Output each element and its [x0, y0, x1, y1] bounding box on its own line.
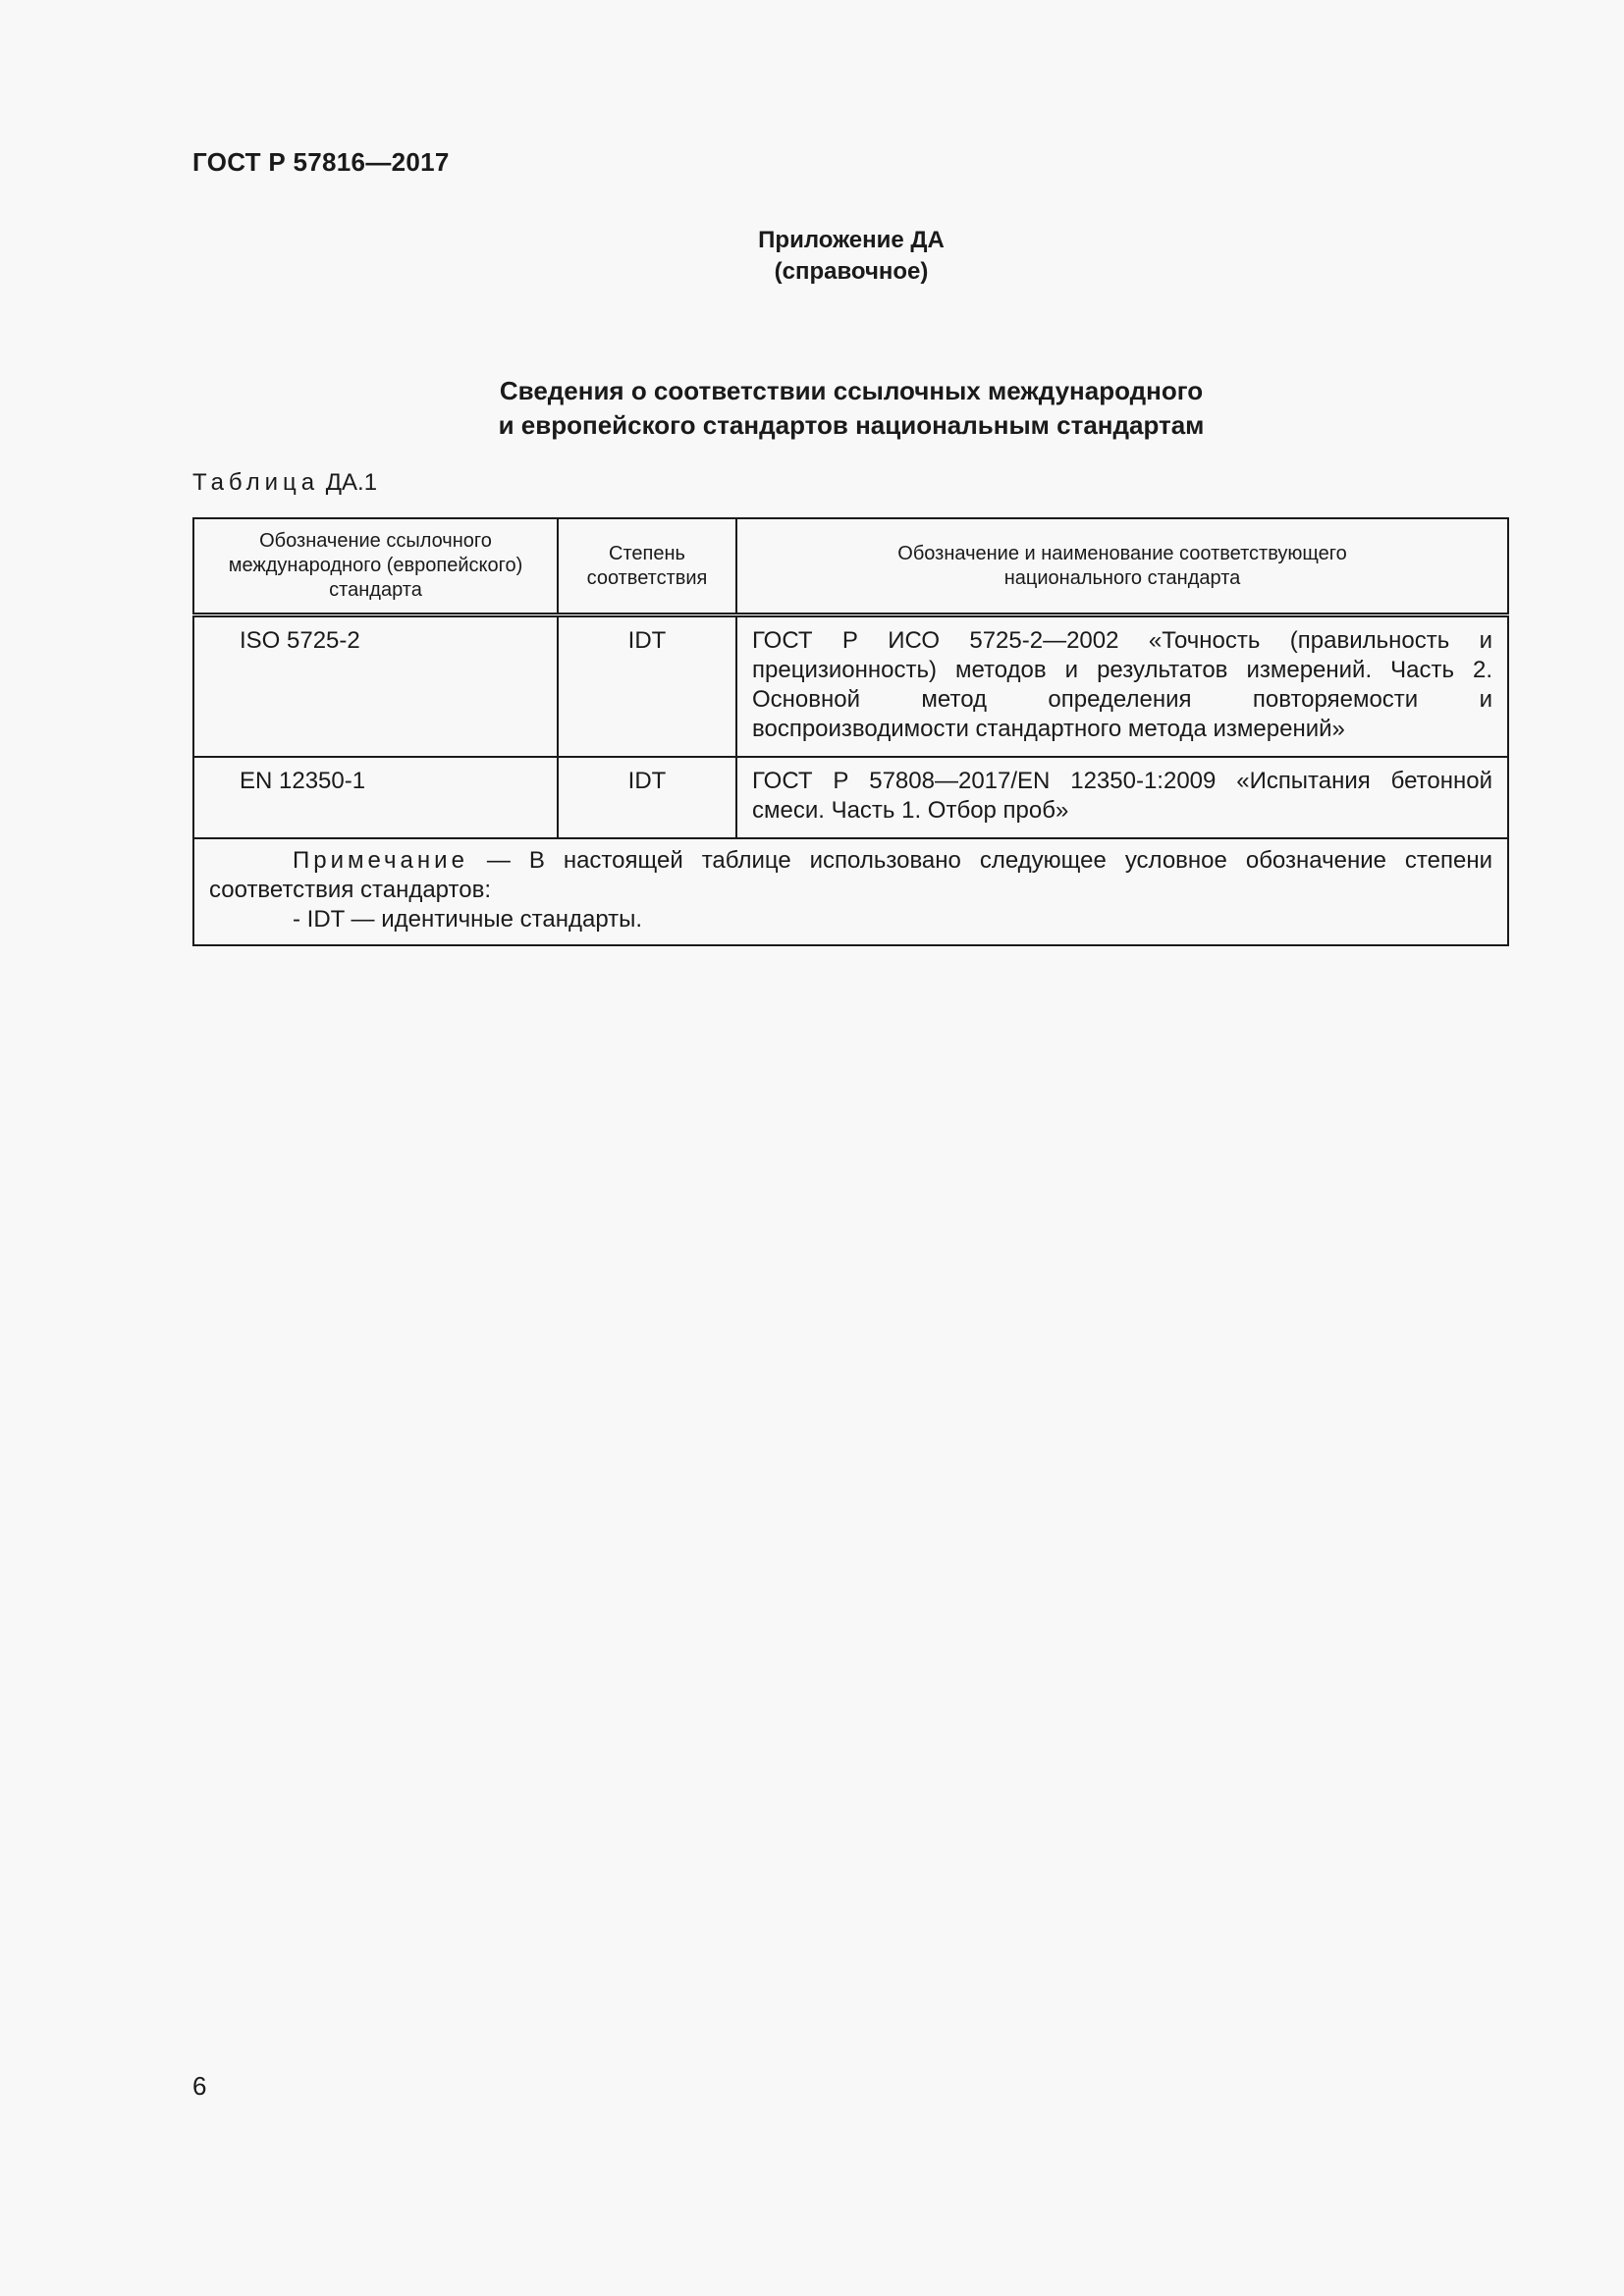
header-col2-line-1: Степень: [609, 542, 685, 564]
header-col3-line-1: Обозначение и наименование соответствующего: [897, 542, 1347, 564]
header-reference-standard: [193, 518, 558, 615]
section-title-line-1: Сведения о соответствии ссылочных международного: [499, 376, 1204, 405]
reference-code-cell: ISO 5725-2: [193, 615, 558, 758]
appendix-type: (справочное): [774, 258, 929, 285]
national-standard-cell: ГОСТ Р ИСО 5725-2—2002 «Точность (правильность и прецизионность) методов и результатов измерений. Часть 2. Основной метод определения повторяемости и воспроизводимости стандартного метода измерений»: [736, 615, 1508, 758]
document-standard-id: ГОСТ Р 57816—2017: [192, 147, 450, 177]
note-text: [209, 846, 1492, 905]
appendix-title: Приложение ДА: [758, 227, 945, 253]
header-degree: [558, 518, 736, 615]
table-note-cell: [193, 838, 1508, 945]
header-col1-line-3: стандарта: [329, 579, 422, 601]
header-national-standard: [736, 518, 1508, 615]
reference-code-cell: EN 12350-1: [193, 757, 558, 838]
correspondence-table: [192, 517, 1509, 946]
page-number: 6: [192, 2071, 207, 2101]
table-caption: [192, 469, 377, 497]
note-label: Примечание: [293, 847, 468, 874]
header-col3-line-2: национального стандарта: [1003, 566, 1241, 589]
degree-cell: IDT: [558, 757, 736, 838]
table-caption-number: ДА.1: [325, 469, 378, 496]
degree-cell: IDT: [558, 615, 736, 758]
table-row: [193, 615, 1508, 758]
appendix-heading: [0, 225, 1624, 288]
table-caption-word: Таблица: [192, 469, 320, 496]
note-body: — В настоящей таблице использовано следующее условное обозначение степени соответствия стандартов:: [209, 847, 1492, 903]
section-title-line-2: и европейского стандартов национальным стандартам: [498, 410, 1205, 440]
note-item: - IDT — идентичные стандарты.: [293, 906, 643, 933]
national-standard-cell: ГОСТ Р 57808—2017/EN 12350-1:2009 «Испытания бетонной смеси. Часть 1. Отбор проб»: [736, 757, 1508, 838]
header-col1-line-2: международного (европейского): [228, 555, 523, 576]
header-col2-line-2: соответствия: [586, 566, 708, 589]
section-title: [0, 374, 1624, 443]
table-row: [193, 757, 1508, 838]
table-header-row: [193, 518, 1508, 615]
header-col1-line-1: Обозначение ссылочного: [259, 530, 492, 552]
table-note-row: [193, 838, 1508, 945]
